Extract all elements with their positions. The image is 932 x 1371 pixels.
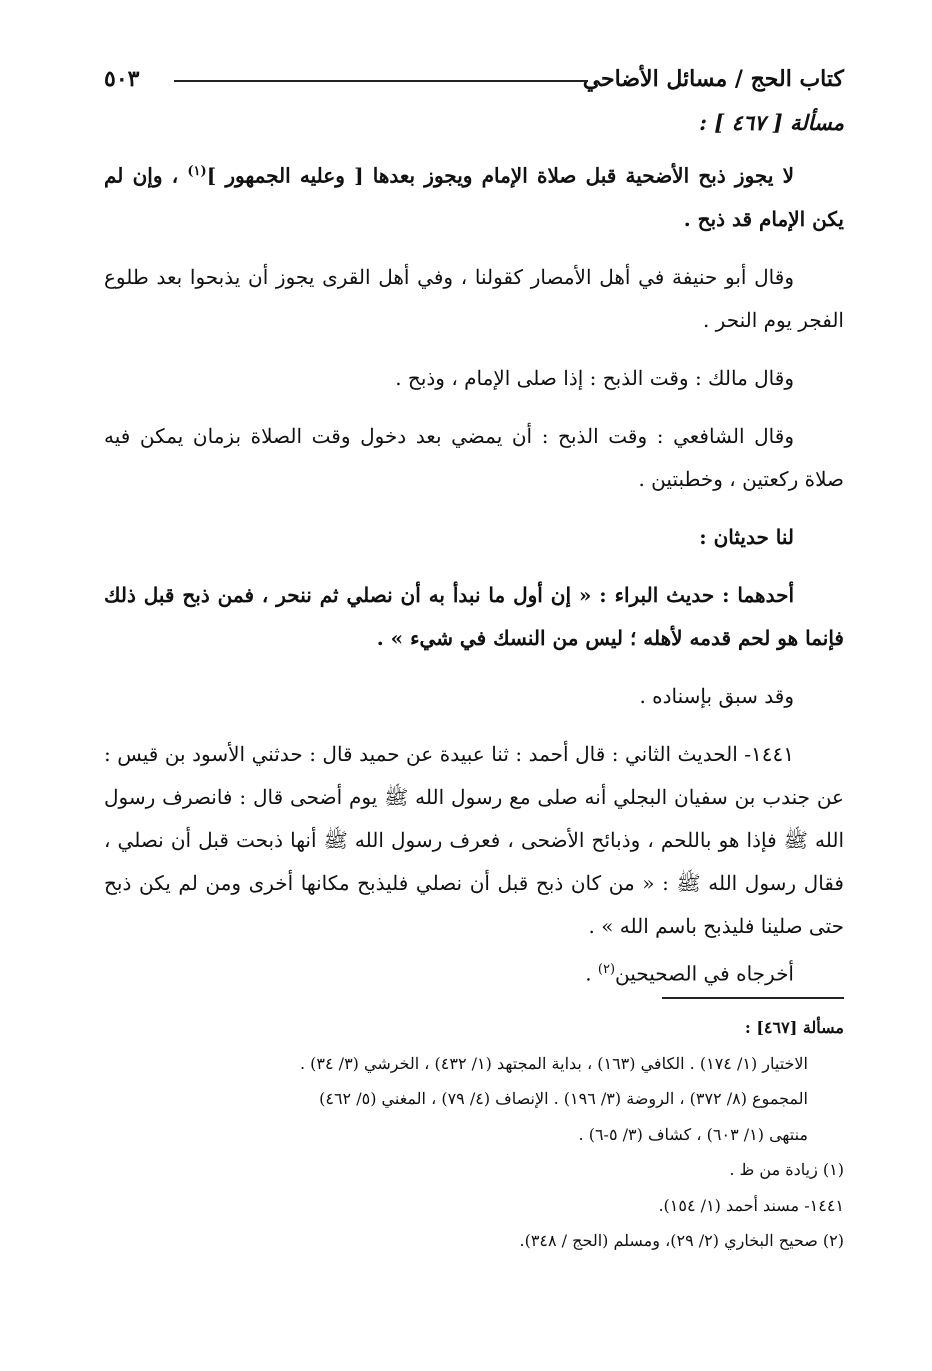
footnote-line: (٢) صحيح البخاري (٢/ ٢٩)، ومسلم (الحج / ٣٤٨). xyxy=(519,1231,844,1250)
paragraph-hadith-jundub: ١٤٤١- الحديث الثاني : قال أحمد : ثنا عبيدة عن حميد قال : حدثني الأسود بن قيس : عن جندب بن سفيان البجلي أنه صلى مع رسول الله ﷺ يوم أضحى قال : فانصرف رسول الله ﷺ فإذا هو باللحم ، وذبائح الأضحى ، فعرف رسول الله ﷺ أنها ذبحت قبل أن نصلي ، فقال رسول الله ﷺ : « من كان ذبح قبل أن نصلي فليذبح مكانها أخرى ومن لم يكن ذبح حتى صلينا فليذبح باسم الله » . xyxy=(104,741,844,938)
paragraph-hadith-bara: أحدهما : حديث البراء : « إن أول ما نبدأ به أن نصلي ثم ننحر ، فمن ذبح قبل ذلك فإنما هو لحم قدمه لأهله ؛ ليس من النسك في شيء » . xyxy=(104,582,844,650)
page-number: ٥٠٣ xyxy=(104,66,140,92)
paragraph-abu-hanifa: وقال أبو حنيفة في أهل الأمصار كقولنا ، وفي أهل القرى يجوز أن يذبحوا بعد طلوع الفجر يوم النحر . xyxy=(104,264,844,332)
paragraph-two-hadiths: لنا حديثان : xyxy=(699,524,794,549)
paragraph-malik: وقال مالك : وقت الذبح : إذا صلى الإمام ، وذبح . xyxy=(395,365,794,390)
footnote-ref: (١) xyxy=(187,164,207,179)
footnote-line: الاختيار (١/ ١٧٤) . الكافي (١٦٣) ، بداية المجتهد (١/ ٤٣٢) ، الخرشي (٣/ ٣٤) . xyxy=(299,1053,808,1073)
paragraph-ruling xyxy=(104,150,844,241)
footnotes xyxy=(150,1010,844,1259)
header-title: كتاب الحج / مسائل الأضاحي xyxy=(582,66,844,92)
issue-title: مسألة [ ٤٦٧ ] : xyxy=(699,110,844,135)
footnote-rule xyxy=(662,997,844,999)
footnote-line: (١) زيادة من ظ . xyxy=(729,1160,844,1179)
running-header xyxy=(104,62,844,98)
footnote-heading: مسألة [٤٦٧] : xyxy=(744,1018,844,1037)
paragraph-text: . xyxy=(585,961,598,986)
paragraph-isnad-note: وقد سبق بإسناده . xyxy=(639,683,794,708)
body-text xyxy=(104,150,844,1010)
paragraph-text: لا يجوز ذبح الأضحية قبل صلاة الإمام ويجوز بعدها [ وعليه الجمهور ] xyxy=(206,163,795,188)
paragraph-shafii: وقال الشافعي : وقت الذبح : أن يمضي بعد دخول وقت الصلاة بزمان يمكن فيه صلاة ركعتين ، وخطبتين . xyxy=(104,423,844,491)
footnote-line: ١٤٤١- مسند أحمد (١/ ١٥٤). xyxy=(658,1195,844,1215)
paragraph-text: ، وإن لم يكن الإمام قد ذبح . xyxy=(104,163,844,231)
header-rule xyxy=(174,80,588,82)
paragraph-takhrij xyxy=(104,948,844,996)
footnote-ref: (٢) xyxy=(597,961,616,977)
footnote-line: منتهى (١/ ٦٠٣) ، كشاف (٣/ ٥-٦) . xyxy=(578,1124,808,1144)
paragraph-text: أخرجاه في الصحيحين xyxy=(615,961,794,986)
footnote-line: المجموع (٨/ ٣٧٢) ، الروضة (٣/ ١٩٦) . الإنصاف (٤/ ٧٩) ، المغني (٥/ ٤٦٢) xyxy=(319,1089,808,1108)
